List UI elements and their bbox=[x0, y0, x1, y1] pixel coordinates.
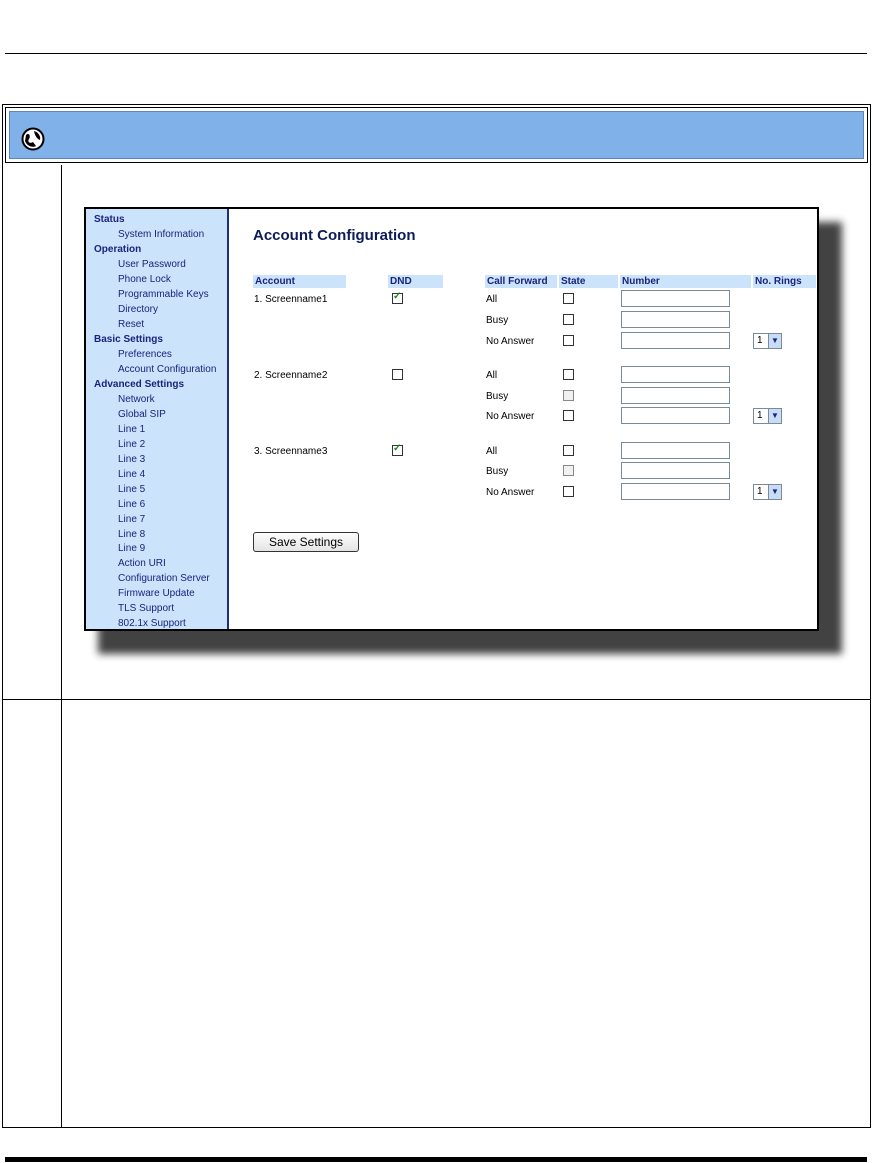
account-3-cf-busy-label: Busy bbox=[486, 466, 509, 477]
account-2-rings-value: 1 bbox=[757, 410, 763, 421]
account-3-cf-no-answer-label: No Answer bbox=[486, 487, 535, 498]
chevron-down-icon: ▼ bbox=[768, 409, 781, 423]
main-panel bbox=[231, 209, 817, 629]
account-2-all-number-input[interactable] bbox=[621, 366, 730, 383]
account-1-cf-all-label: All bbox=[486, 294, 498, 305]
chevron-down-icon: ▼ bbox=[768, 334, 781, 348]
web-ui-screenshot bbox=[84, 207, 819, 631]
account-3-rings-select[interactable] bbox=[753, 484, 782, 500]
account-1-all-state-checkbox[interactable] bbox=[563, 293, 574, 304]
account-2-no-answer-number-input[interactable] bbox=[621, 407, 730, 424]
nav-item-system-information[interactable]: System Information bbox=[118, 229, 205, 240]
column-header-account: Account bbox=[253, 275, 346, 288]
row-divider bbox=[3, 699, 870, 700]
account-1-rings-value: 1 bbox=[757, 335, 763, 346]
nav-item-line-2[interactable]: Line 2 bbox=[118, 439, 146, 450]
account-2-label: 2. Screenname2 bbox=[254, 370, 328, 381]
column-header-dnd: DND bbox=[388, 275, 443, 288]
account-1-cf-no-answer-label: No Answer bbox=[486, 336, 535, 347]
bottom-rule bbox=[5, 1157, 867, 1162]
account-2-all-state-checkbox[interactable] bbox=[563, 369, 574, 380]
nav-item-line-6[interactable]: Line 6 bbox=[118, 499, 146, 510]
account-2-busy-state-checkbox[interactable] bbox=[563, 390, 574, 401]
nav-item-account-configuration[interactable]: Account Configuration bbox=[118, 364, 217, 375]
nav-heading-advanced-settings: Advanced Settings bbox=[94, 379, 185, 390]
top-rule bbox=[5, 53, 867, 54]
nav-item-line-5[interactable]: Line 5 bbox=[118, 484, 146, 495]
nav-item-tls-support[interactable]: TLS Support bbox=[118, 603, 175, 614]
globe-icon bbox=[21, 127, 45, 151]
account-2-busy-number-input[interactable] bbox=[621, 387, 730, 404]
nav-item-configuration-server[interactable]: Configuration Server bbox=[118, 573, 210, 584]
account-1-busy-state-checkbox[interactable] bbox=[563, 314, 574, 325]
page-title: Account Configuration bbox=[253, 227, 416, 244]
account-3-rings-value: 1 bbox=[757, 486, 763, 497]
column-header-state: State bbox=[559, 275, 618, 288]
account-3-no-answer-number-input[interactable] bbox=[621, 483, 730, 500]
nav-item-line-7[interactable]: Line 7 bbox=[118, 514, 146, 525]
nav-item-directory[interactable]: Directory bbox=[118, 304, 159, 315]
nav-item-phone-lock[interactable]: Phone Lock bbox=[118, 274, 171, 285]
nav-item-preferences[interactable]: Preferences bbox=[118, 349, 172, 360]
nav-item-programmable-keys[interactable]: Programmable Keys bbox=[118, 289, 209, 300]
nav-heading-basic-settings: Basic Settings bbox=[94, 334, 163, 345]
column-header-call-forward: Call Forward bbox=[485, 275, 557, 288]
column-header-number: Number bbox=[620, 275, 751, 288]
account-1-cf-busy-label: Busy bbox=[486, 315, 509, 326]
account-3-label: 3. Screenname3 bbox=[254, 446, 328, 457]
account-1-dnd-checkbox[interactable] bbox=[392, 293, 403, 304]
account-2-cf-all-label: All bbox=[486, 370, 498, 381]
account-1-rings-select[interactable] bbox=[753, 333, 782, 349]
sidebar bbox=[86, 209, 229, 629]
account-2-no-answer-state-checkbox[interactable] bbox=[563, 410, 574, 421]
nav-item-line-1[interactable]: Line 1 bbox=[118, 424, 146, 435]
nav-heading-status: Status bbox=[94, 214, 125, 225]
table-header bbox=[5, 107, 868, 163]
account-2-rings-select[interactable] bbox=[753, 408, 782, 424]
nav-item-reset[interactable]: Reset bbox=[118, 319, 145, 330]
account-2-cf-busy-label: Busy bbox=[486, 391, 509, 402]
nav-item-firmware-update[interactable]: Firmware Update bbox=[118, 588, 195, 599]
column-divider bbox=[61, 165, 62, 1127]
account-3-all-number-input[interactable] bbox=[621, 442, 730, 459]
header-bar bbox=[9, 111, 864, 159]
account-3-cf-all-label: All bbox=[486, 446, 498, 457]
account-1-label: 1. Screenname1 bbox=[254, 294, 328, 305]
nav-item-line-3[interactable]: Line 3 bbox=[118, 454, 146, 465]
nav-item-global-sip[interactable]: Global SIP bbox=[118, 409, 166, 420]
column-header-no-rings: No. Rings bbox=[753, 275, 816, 288]
nav-item-user-password[interactable]: User Password bbox=[118, 259, 186, 270]
account-3-no-answer-state-checkbox[interactable] bbox=[563, 486, 574, 497]
account-1-no-answer-number-input[interactable] bbox=[621, 332, 730, 349]
nav-item-action-uri[interactable]: Action URI bbox=[118, 558, 166, 569]
nav-item-line-4[interactable]: Line 4 bbox=[118, 469, 146, 480]
account-1-busy-number-input[interactable] bbox=[621, 311, 730, 328]
nav-item-line-8[interactable]: Line 8 bbox=[118, 529, 146, 540]
account-1-no-answer-state-checkbox[interactable] bbox=[563, 335, 574, 346]
account-2-cf-no-answer-label: No Answer bbox=[486, 411, 535, 422]
account-3-busy-number-input[interactable] bbox=[621, 462, 730, 479]
nav-item-line-9[interactable]: Line 9 bbox=[118, 543, 146, 554]
nav-heading-operation: Operation bbox=[94, 244, 142, 255]
account-2-dnd-checkbox[interactable] bbox=[392, 369, 403, 380]
account-3-all-state-checkbox[interactable] bbox=[563, 445, 574, 456]
chevron-down-icon: ▼ bbox=[768, 485, 781, 499]
nav-item-network[interactable]: Network bbox=[118, 394, 155, 405]
account-1-all-number-input[interactable] bbox=[621, 290, 730, 307]
account-3-dnd-checkbox[interactable] bbox=[392, 445, 403, 456]
save-settings-button[interactable]: Save Settings bbox=[253, 532, 359, 552]
nav-item-8021x-support[interactable]: 802.1x Support bbox=[118, 618, 186, 629]
account-3-busy-state-checkbox[interactable] bbox=[563, 465, 574, 476]
